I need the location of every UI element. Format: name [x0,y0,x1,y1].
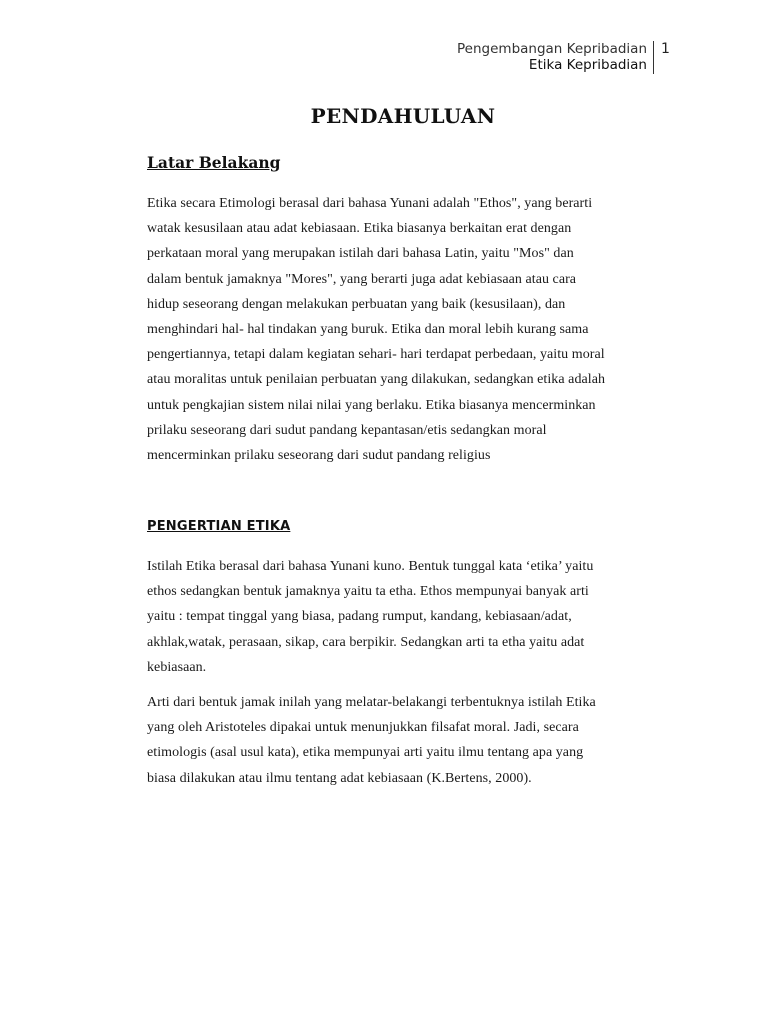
header-divider [653,41,654,74]
text-line: atau moralitas untuk penilaian perbuatan yang dilakukan, sedangkan etika adalah [147,372,606,388]
text-line: Etika secara Etimologi berasal dari bahasa Yunani adalah "Ethos", yang berarti [147,196,593,211]
text-line: yang oleh Aristoteles dipakai untuk menunjukkan filsafat moral. Jadi, secara [147,720,579,736]
text-line: Arti dari bentuk jamak inilah yang melatar-belakangi terbentuknya istilah Etika [147,695,596,710]
text-line: dalam bentuk jamaknya "Mores", yang berarti juga adat kebiasaan atau cara [147,271,577,287]
text-line: biasa dilakukan atau ilmu tentang adat kebiasaan (K.Bertens, 2000). [147,770,532,786]
text-line: mencerminkan prilaku seseorang dari sudut pandang religius [147,447,491,463]
page-title: PENDAHULUAN [310,104,496,128]
header-subject: Pengembangan Kepribadian [457,41,647,57]
text-line: Istilah Etika berasal dari bahasa Yunani kuno. Bentuk tunggal kata ‘etika’ yaitu [147,559,594,574]
text-line: ethos sedangkan bentuk jamaknya yaitu ta etha. Ethos mempunyai banyak arti [147,584,589,600]
page-header [457,41,647,73]
text-line: pengertiannya, tetapi dalam kegiatan sehari- hari terdapat perbedaan, yaitu moral [147,347,605,363]
text-line: akhlak,watak, perasaan, sikap, cara berpikir. Sedangkan arti ta etha yaitu adat [147,634,585,650]
page-number: 1 [661,41,670,57]
text-line: perkataan moral yang merupakan istilah dari bahasa Latin, yaitu "Mos" dan [147,246,574,262]
text-line: etimologis (asal usul kata), etika mempunyai arti yaitu ilmu tentang apa yang [147,745,584,761]
header-topic: Etika Kepribadian [528,57,647,73]
text-line: untuk pengkajian sistem nilai nilai yang berlaku. Etika biasanya mencerminkan [147,397,596,413]
paragraph-pengertian-1 [147,554,667,680]
paragraph-pengertian-2 [147,690,667,791]
text-line: menghindari hal- hal tindakan yang buruk. Etika dan moral lebih kurang sama [147,321,589,337]
text-line: hidup seseorang dengan melakukan perbuatan yang baik (kesusilaan), dan [147,296,566,312]
text-line: prilaku seseorang dari sudut pandang kepantasan/etis sedangkan moral [147,422,547,438]
text-line: yaitu : tempat tinggal yang biasa, padang rumput, kandang, kebiasaan/adat, [147,609,572,625]
text-line: kebiasaan. [147,659,207,675]
text-line: watak kesusilaan atau adat kebiasaan. Etika biasanya berkaitan erat dengan [147,221,572,237]
paragraph-latar-belakang [147,191,667,468]
section-heading-pengertian-etika: PENGERTIAN ETIKA [147,519,291,534]
section-heading-latar-belakang: Latar Belakang [147,153,281,172]
